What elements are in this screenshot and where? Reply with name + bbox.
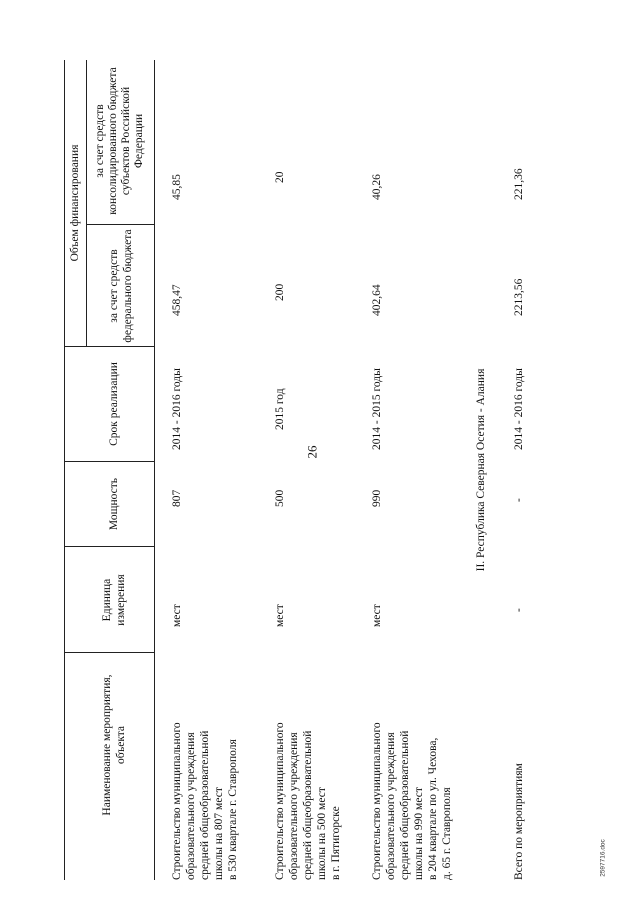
total-row-unit: - — [513, 608, 525, 612]
table-row-3-unit: мест — [371, 604, 383, 627]
total-row-regional: 221,36 — [513, 168, 525, 200]
column-divider — [86, 224, 154, 225]
table-row-3-federal: 402,64 — [371, 284, 383, 316]
table-row-2-regional: 20 — [274, 171, 286, 183]
table-row-2-period: 2015 год — [274, 388, 286, 430]
header-period: Срок реализации — [108, 362, 120, 446]
total-row-federal: 2213,56 — [513, 278, 525, 316]
table-row-2-unit: мест — [274, 604, 286, 627]
table-row-3-regional: 40,26 — [371, 174, 383, 200]
table-row-1-federal: 458,47 — [171, 284, 183, 316]
header-funding-group: Объем финансирования — [69, 144, 81, 262]
column-divider — [64, 546, 154, 547]
table-row-1-capacity: 807 — [171, 489, 183, 507]
table-row-3-name: Строительство муниципального образовательного учреждения средней общеобразовательной школы на 990 мест в 204 квартале по ул. Чехова, д. 65 г. Ставрополя — [371, 722, 453, 880]
table-row-3-capacity: 990 — [371, 489, 383, 507]
total-row-capacity: - — [513, 498, 525, 502]
table-row-2-federal: 200 — [274, 283, 286, 301]
header-federal: за счет средств федерального бюджета — [108, 229, 134, 343]
page-number: 26 — [304, 445, 320, 459]
table-row-1-unit: мест — [171, 604, 183, 627]
header-bottom-rule — [154, 60, 155, 880]
header-regional: за счет средств консолидированного бюджета субъектов Российской Федерации — [94, 67, 145, 215]
section-title: II. Республика Северная Осетия - Алания — [475, 368, 487, 572]
total-row-period: 2014 - 2016 годы — [513, 368, 525, 450]
table-row-1-period: 2014 - 2016 годы — [171, 368, 183, 450]
footer-file-reference: 2597716.doc — [599, 839, 607, 877]
table-row-2-capacity: 500 — [274, 489, 286, 507]
table-top-rule — [64, 60, 65, 880]
total-row-name: Всего по мероприятиям — [513, 763, 525, 880]
table-row-1-regional: 45,85 — [171, 174, 183, 200]
financing-table — [64, 60, 564, 880]
table-row-3-period: 2014 - 2015 годы — [371, 368, 383, 450]
column-divider — [64, 461, 154, 462]
header-capacity: Мощность — [108, 477, 120, 531]
column-divider — [64, 652, 154, 653]
column-divider — [64, 346, 154, 347]
table-row-1-name: Строительство муниципального образовательного учреждения средней общеобразовательной школы на 807 мест в 530 квартале г. Ставрополя — [171, 722, 239, 880]
header-name: Наименование мероприятия, объекта — [101, 674, 127, 816]
header-unit: Единица измерения — [101, 574, 127, 626]
table-row-2-name: Строительство муниципального образовательного учреждения средней общеобразовательной школы на 500 мест в г. Пятигорске — [274, 722, 342, 880]
